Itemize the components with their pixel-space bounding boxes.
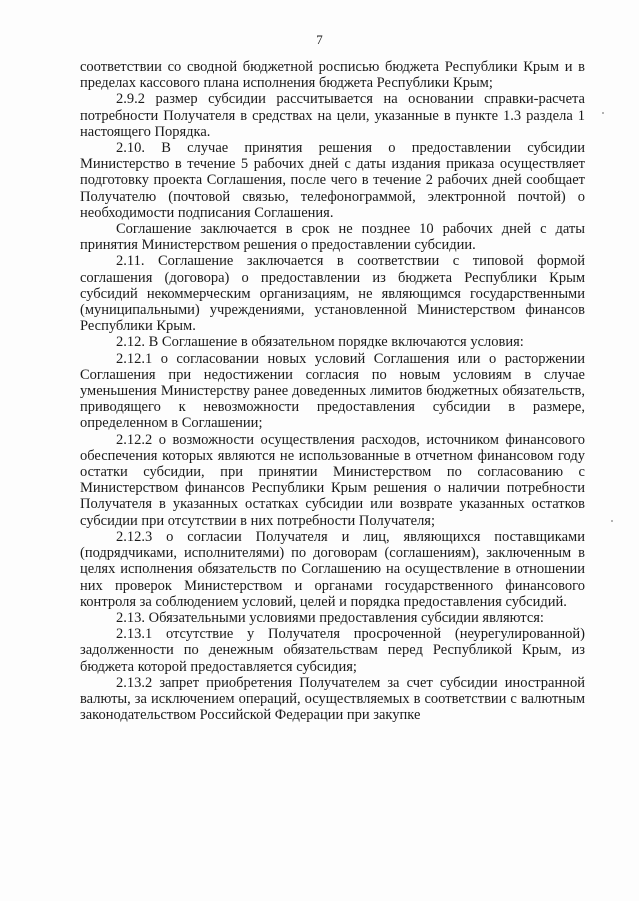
document-body <box>80 59 585 723</box>
paragraph-2-13: 2.13. Обязательными условиями предоставления субсидии являются: <box>116 609 544 626</box>
paragraph-2-12-3: 2.12.3 о согласии Получателя и лиц, являющихся поставщиками (подрядчиками, исполнителями) по договорам (соглашениям), заключенным в целях исполнения обязательств по Соглашению на осуществление в отношении них проверок Министерством и органами государственного финансового контроля за соблюдением условий, целей и порядка предоставления субсидий. <box>80 528 585 610</box>
paragraph-2-9-2: 2.9.2 размер субсидии рассчитывается на основании справки-расчета потребности Получателя в средствах на цели, указанные в пункте 1.3 раздела 1 настоящего Порядка. <box>80 91 585 140</box>
paragraph-2-11: 2.11. Соглашение заключается в соответствии с типовой формой соглашения (договора) о предоставлении из бюджета Республики Крым субсидий некоммерческим организациям, не являющимся государственными (муниципальными) учреждениями, установленной Министерством финансов Республики Крым. <box>80 253 585 335</box>
paragraph-2-10: 2.10. В случае принятия решения о предоставлении субсидии Министерство в течение 5 рабочих дней с даты издания приказа осуществляет подготовку проекта Соглашения, после чего в течение 2 рабочих дней сообщает Получателю (почтовой связью, телефонограммой, электронной почтой) о необходимости подписания Соглашения. <box>80 140 585 221</box>
paragraph-agreement-term: Соглашение заключается в срок не позднее 10 рабочих дней с даты принятия Министерством решения о предоставлении субсидии. <box>80 221 585 254</box>
paragraph-2-13-2: 2.13.2 запрет приобретения Получателем за счет субсидии иностранной валюты, за исключением операций, осуществляемых в соответствии с валютным законодательством Российской Федерации при закупке <box>80 674 585 724</box>
paragraph-2-13-1: 2.13.1 отсутствие у Получателя просроченной (неурегулированной) задолженности по денежным обязательствам перед Республикой Крым, из бюджета которой предоставляется субсидия; <box>80 626 585 675</box>
page-number: 7 <box>316 32 323 47</box>
scan-speck <box>602 112 604 114</box>
scan-speck <box>611 520 613 522</box>
paragraph-2-12: 2.12. В Соглашение в обязательном порядке включаются условия: <box>116 334 524 351</box>
paragraph-continuation: соответствии со сводной бюджетной росписью бюджета Республики Крым и в пределах кассового плана исполнения бюджета Республики Крым; <box>80 59 585 92</box>
paragraph-2-12-2: 2.12.2 о возможности осуществления расходов, источником финансового обеспечения которых являются не использованные в отчетном финансовом году остатки субсидии, при принятии Министерством по согласованию с Министерством финансов Республики Крым решения о наличии потребности Получателя в указанных остатках субсидии или возврате указанных остатков субсидии при отсутствии в них потребности Получателя; <box>80 431 585 529</box>
paragraph-2-12-1: 2.12.1 о согласовании новых условий Соглашения или о расторжении Соглашения при недостижении согласия по новым условиям в случае уменьшения Министерству ранее доведенных лимитов бюджетных обязательств, приводящего к невозможности предоставления субсидии в размере, определенном в Соглашении; <box>80 350 585 432</box>
